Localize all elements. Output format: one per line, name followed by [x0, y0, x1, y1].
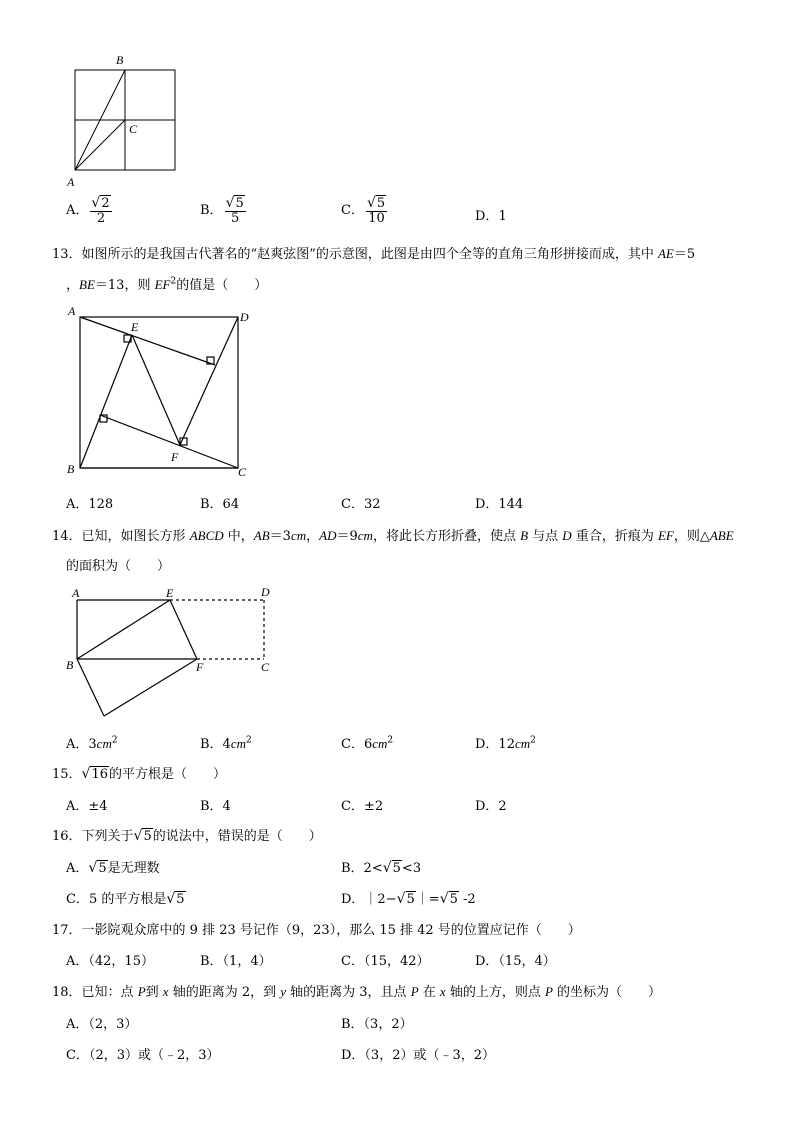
q12-option-c[interactable] [341, 196, 387, 225]
q12-option-b-prefix: B． [200, 203, 223, 219]
q12-option-d[interactable] [475, 205, 507, 224]
q13-var-be: BE [79, 277, 95, 292]
q14-stem-line1: 14．已知，如图长方形 ABCD 中，AB＝3cm，AD＝9cm，将此长方形折叠，使点 B 与点 D 重合，折痕为 EF，则△ABE [52, 528, 734, 544]
q18-option-d[interactable]: D．（3，2）或（﹣3，2） [341, 1048, 496, 1063]
q13-stem-line2: ，BE＝13，则 $EF^2$的值是（ ） [66, 276, 268, 293]
q17-option-d[interactable]: D．（15，4） [475, 954, 556, 969]
q13-stem-line1: 13．如图所示的是我国古代著名的“赵爽弦图”的示意图，此图是由四个全等的直角三角形拼接而成，其中 AE＝5 [52, 246, 696, 262]
q14-label-d: D [261, 585, 270, 599]
q16-option-d[interactable]: D．｜2−√5｜=√5 -2 [341, 891, 476, 907]
q16-stem: 16．下列关于√5的说法中，错误的是（ ） [52, 828, 322, 844]
q14-label-e: E [166, 586, 174, 600]
q13-label-f: F [171, 450, 179, 464]
q17-option-c[interactable]: C．（15，42） [341, 954, 430, 969]
q16-option-a[interactable]: A．√5是无理数 [66, 860, 160, 876]
q13-label-d: D [240, 310, 249, 324]
q12-option-a-fraction: $\frac{√2}{2}$ [91, 195, 110, 226]
q12-option-d-value: 1 [498, 209, 507, 224]
q18-stem: 18．已知：点 P到 x 轴的距离为 2，到 y 轴的距离为 3，且点 P 在 x 轴的上方，则点 P 的坐标为（ ） [52, 984, 662, 1000]
q16-option-b[interactable]: B．2<√5<3 [341, 860, 422, 876]
q12-option-a[interactable] [66, 196, 112, 225]
q12-option-b-num: 5 [235, 196, 244, 211]
q16-option-c[interactable]: C．5 的平方根是√5 [66, 891, 185, 907]
q12-option-c-den: 10 [368, 210, 385, 226]
q14-label-f: F [196, 660, 204, 674]
q14-label-c: C [261, 660, 270, 674]
q18-option-a[interactable]: A．（2，3） [66, 1017, 138, 1032]
q12-option-c-prefix: C． [341, 203, 364, 219]
q12-option-d-prefix: D． [475, 209, 499, 224]
q12-option-b-den: 5 [231, 210, 240, 226]
q15-option-c[interactable]: C．±2 [341, 799, 384, 814]
q17-option-b[interactable]: B．（1，4） [200, 954, 272, 969]
q13-label-a: A [68, 304, 76, 318]
q15-option-b[interactable]: B．4 [200, 799, 231, 814]
q13-option-b[interactable]: B．64 [200, 497, 240, 512]
q14-fold-figure [70, 590, 270, 720]
q12-option-c-num: 5 [376, 196, 386, 211]
q12-label-c: C [129, 122, 138, 136]
q15-stem: 15．√16的平方根是（ ） [52, 766, 227, 782]
q12-option-a-den: 2 [96, 210, 106, 226]
q12-grid-figure [70, 60, 182, 175]
q15-option-d[interactable]: D．2 [475, 799, 507, 814]
q13-zhaoshuang-figure [70, 305, 250, 480]
q13-option-d[interactable]: D．144 [475, 497, 524, 512]
q17-stem: 17．一影院观众席中的 9 排 23 号记作（9，23），那么 15 排 42 号的位置应记作（ ） [52, 923, 581, 938]
q12-label-a: A [67, 175, 75, 189]
q12-option-a-prefix: A． [66, 203, 89, 219]
q13-label-e: E [131, 320, 139, 334]
q12-option-b-fraction: $\frac{√5}{5}$ [225, 195, 244, 226]
q14-label-b: B [66, 658, 74, 672]
q14-option-d[interactable]: D．$12cm^2$ [475, 735, 536, 752]
q13-option-c[interactable]: C．32 [341, 497, 381, 512]
q12-option-a-num: 2 [101, 196, 110, 211]
q13-label-b: B [67, 462, 75, 476]
q12-option-b[interactable] [200, 196, 246, 225]
q14-stem-line2: 的面积为（ ） [66, 559, 171, 574]
q18-option-b[interactable]: B．（3，2） [341, 1017, 413, 1032]
q14-option-a[interactable]: A．$3cm^2$ [66, 735, 118, 752]
q17-option-a[interactable]: A．（42，15） [66, 954, 154, 969]
q14-label-a: A [72, 586, 80, 600]
q14-option-b[interactable]: B．$4cm^2$ [200, 735, 252, 752]
q15-option-a[interactable]: A．±4 [66, 799, 108, 814]
q13-var-ef: EF [154, 277, 171, 292]
q12-label-b: B [116, 53, 124, 67]
q12-option-c-fraction: $\frac{√5}{10}$ [366, 195, 386, 226]
q13-label-c: C [238, 465, 247, 479]
q13-option-a[interactable]: A．128 [66, 497, 114, 512]
q13-var-ae: AE [657, 246, 674, 261]
q14-option-c[interactable]: C．$6cm^2$ [341, 735, 394, 752]
q18-option-c[interactable]: C．（2，3）或（﹣2，3） [66, 1048, 220, 1063]
